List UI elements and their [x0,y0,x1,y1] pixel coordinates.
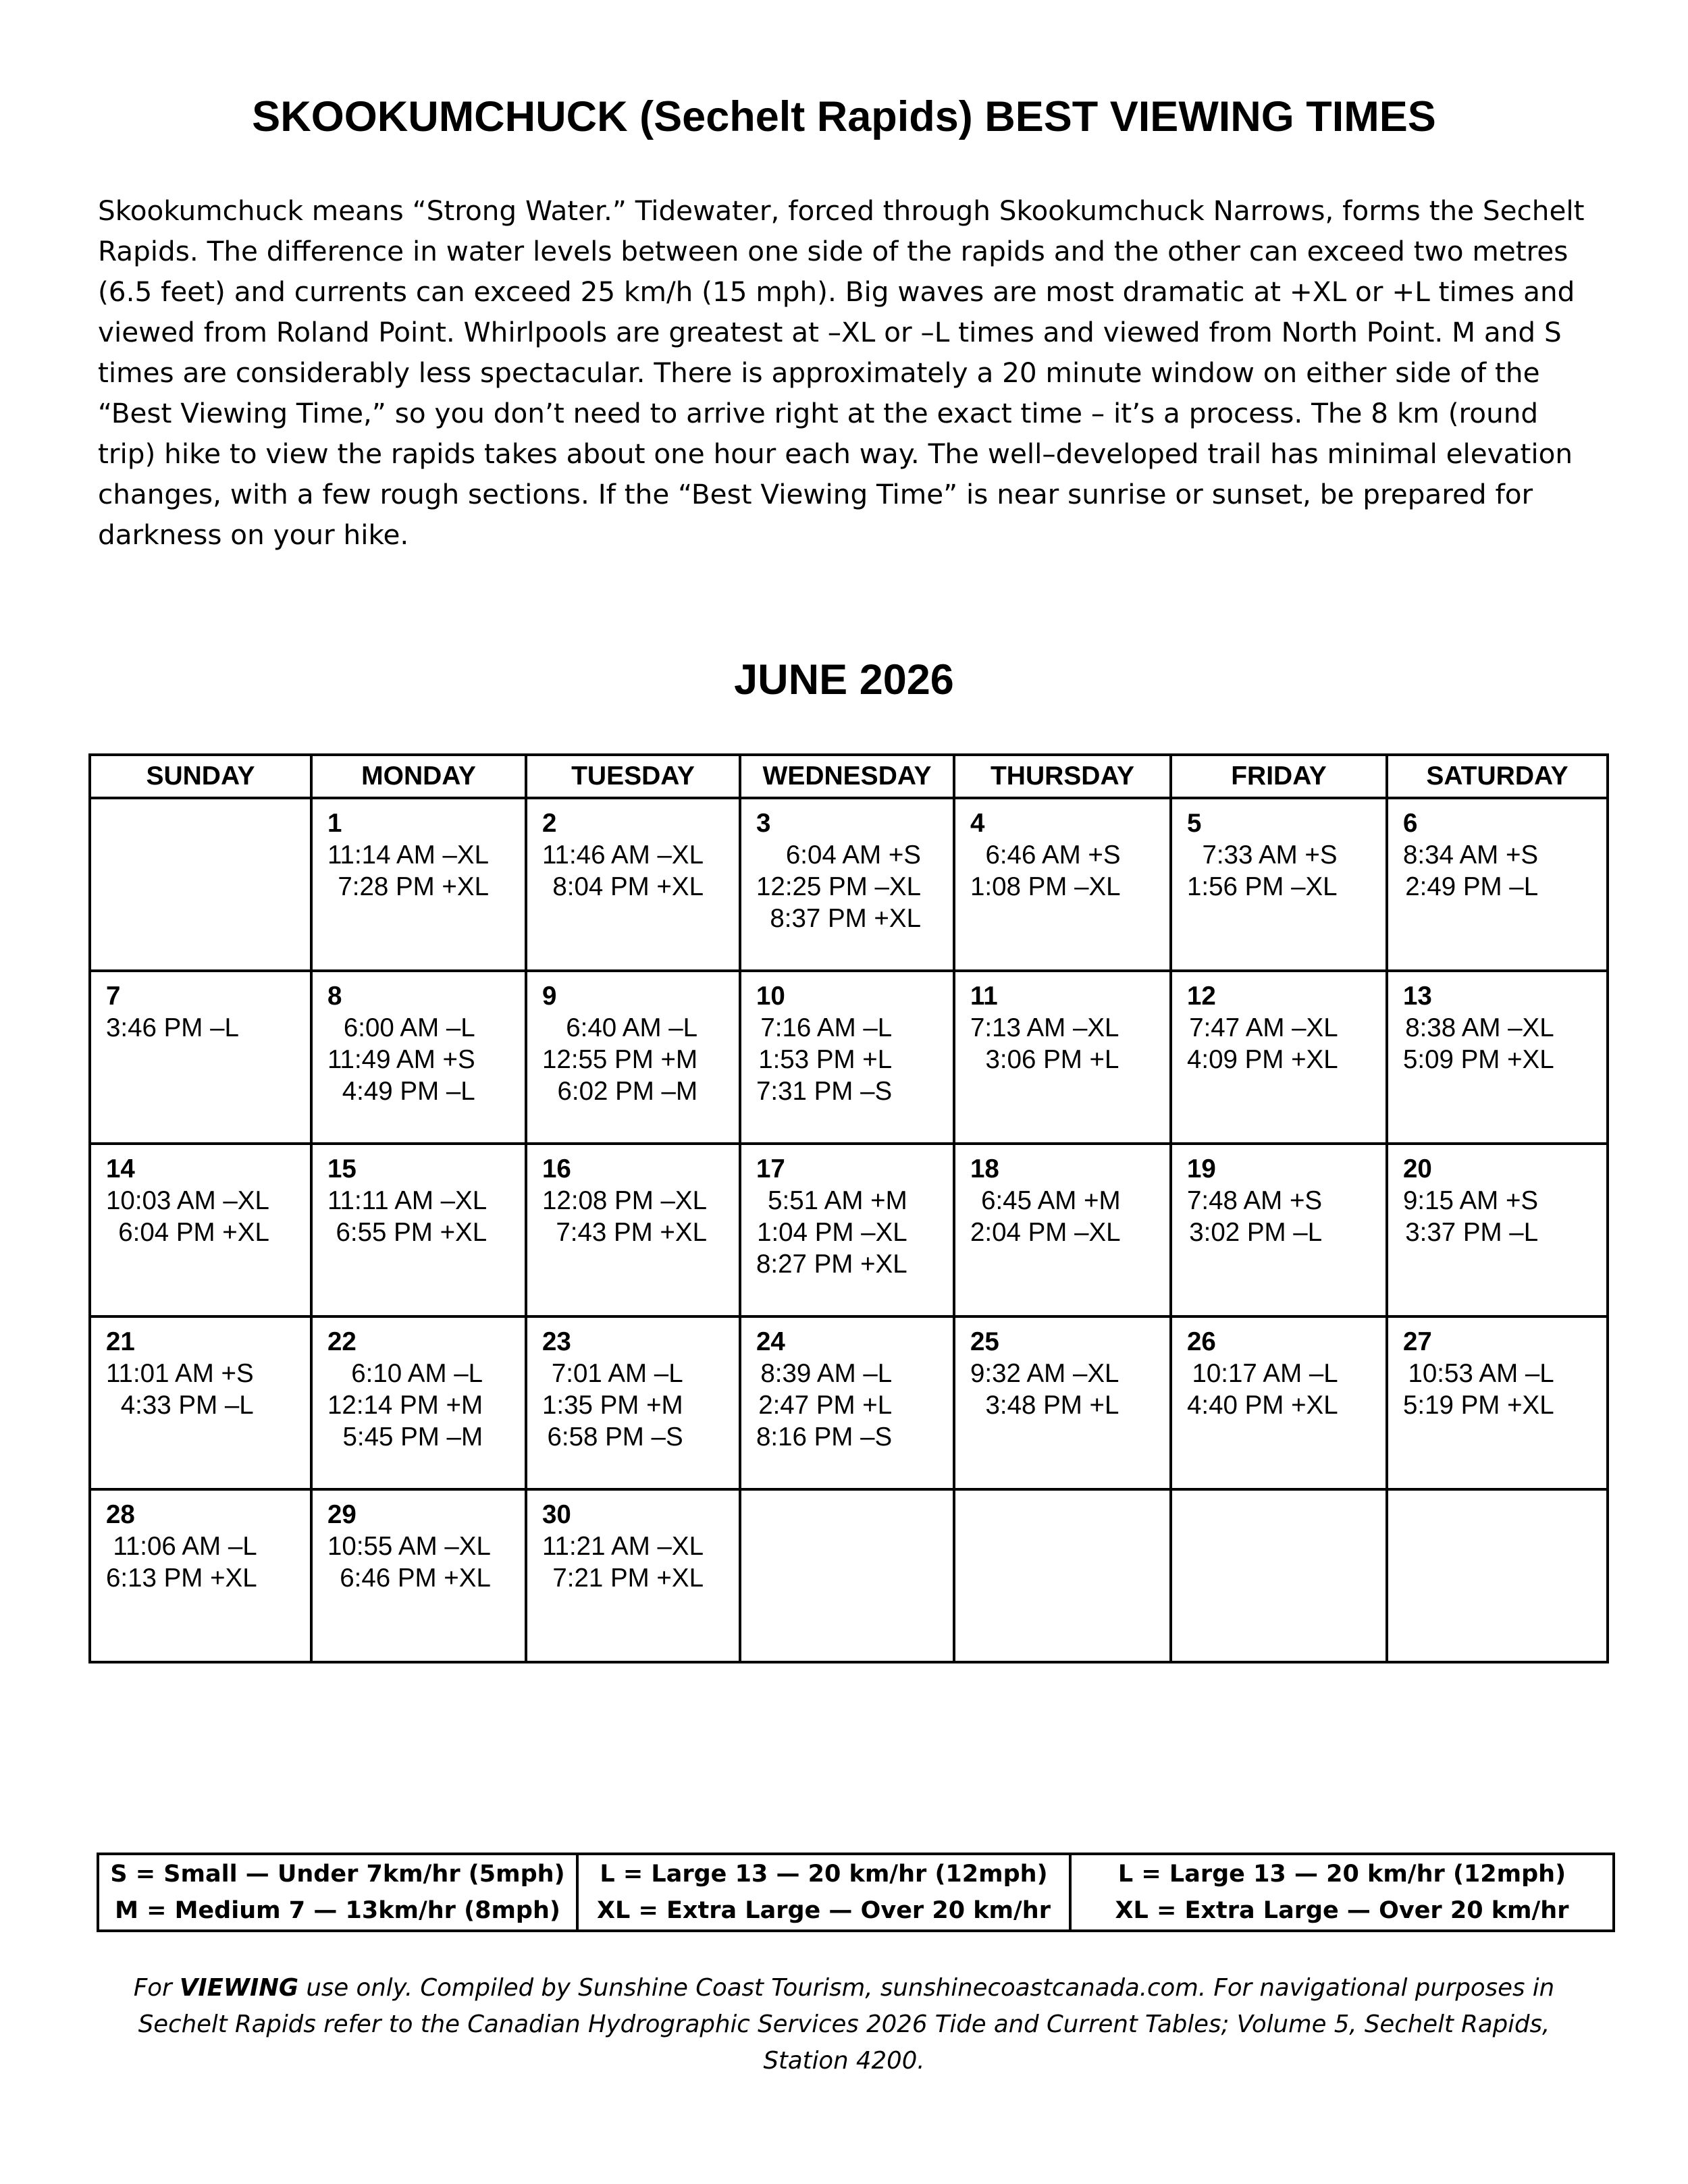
viewing-time: 11:11 AM –XL [327,1186,487,1215]
viewing-times [756,1012,892,1107]
weekday-header: SUNDAY [90,755,311,798]
day-number: 3 [756,809,771,838]
day-number: 26 [1187,1327,1216,1356]
viewing-times [542,1358,683,1453]
legend-medium: M = Medium 7 — 13km/hr (8mph) [115,1897,560,1924]
calendar-week-row [90,1144,1608,1316]
viewing-time: 6:13 PM +XL [106,1564,257,1593]
day-number: 16 [542,1154,571,1183]
viewing-time: 7:47 AM –XL [1189,1013,1338,1042]
day-number: 13 [1403,982,1432,1011]
viewing-time: 6:45 AM +M [981,1186,1121,1215]
viewing-time: 10:17 AM –L [1192,1359,1338,1388]
calendar-week-row [90,798,1608,971]
viewing-times [756,1358,892,1453]
day-number: 12 [1187,982,1216,1011]
day-number: 17 [756,1154,785,1183]
viewing-times [542,1185,707,1248]
viewing-time: 8:27 PM +XL [756,1250,907,1279]
calendar-day-cell [311,798,526,971]
viewing-time: 1:56 PM –XL [1187,872,1338,901]
viewing-times [1187,1358,1338,1421]
viewing-time: 7:21 PM +XL [552,1564,704,1593]
viewing-time: 11:14 AM –XL [327,841,490,870]
calendar-day-cell [740,971,954,1144]
day-number: 14 [106,1154,135,1183]
weekday-header: WEDNESDAY [740,755,954,798]
day-number: 10 [756,982,785,1011]
calendar-day-cell [954,798,1171,971]
viewing-time: 11:01 AM +S [106,1359,254,1388]
calendar-week-row [90,1489,1608,1662]
calendar-day-cell [311,1316,526,1489]
viewing-times [970,1358,1119,1421]
viewing-times [1403,839,1538,903]
calendar-day-cell [1387,971,1608,1144]
day-number: 27 [1403,1327,1432,1356]
viewing-times [106,1012,239,1044]
day-number: 1 [327,809,342,838]
viewing-time: 12:55 PM +M [542,1045,698,1074]
viewing-times [327,1530,491,1594]
viewing-time: 8:37 PM +XL [770,904,921,933]
calendar-day-cell [1171,798,1387,971]
viewing-time: 4:33 PM –L [120,1391,254,1420]
viewing-times [1187,1012,1338,1075]
viewing-time: 3:37 PM –L [1405,1218,1539,1247]
viewing-times [1187,1185,1322,1248]
day-number: 2 [542,809,557,838]
day-number: 7 [106,982,121,1011]
weekday-header: THURSDAY [954,755,1171,798]
viewing-times [542,839,704,903]
footer-post: use only. Compiled by Sunshine Coast Tourism, sunshinecoastcanada.com. For navigational purposes in Sechelt Rapids refer to the Canadian Hydrographic Services 2026 Tide and Current Tables; Volume 5, Sechelt Rapids, Station 4200. [138,1974,1555,2075]
viewing-time: 6:10 AM –L [351,1359,483,1388]
day-number: 23 [542,1327,571,1356]
calendar-day-cell [954,1144,1171,1316]
weekday-header: TUESDAY [526,755,740,798]
calendar-day-cell [90,971,311,1144]
viewing-time: 3:06 PM +L [985,1045,1119,1074]
viewing-time: 11:06 AM –L [113,1532,257,1561]
viewing-time: 7:13 AM –XL [970,1013,1119,1042]
calendar-day-cell [954,971,1171,1144]
legend-row [98,1854,1614,1931]
legend-small: S = Small — Under 7km/hr (5mph) [110,1861,565,1888]
empty-day-cell [1171,1489,1387,1662]
viewing-time: 9:15 AM +S [1403,1186,1539,1215]
viewing-times [756,839,921,934]
weekday-header: MONDAY [311,755,526,798]
weekday-header: SATURDAY [1387,755,1608,798]
viewing-time: 12:14 PM +M [327,1391,483,1420]
viewing-time: 5:45 PM –M [342,1422,483,1451]
viewing-time: 5:51 AM +M [768,1186,907,1215]
calendar-week-row [90,971,1608,1144]
viewing-time: 10:55 AM –XL [327,1532,491,1561]
viewing-time: 2:49 PM –L [1405,872,1539,901]
footer-pre: For [133,1974,180,2002]
viewing-time: 10:03 AM –XL [106,1186,269,1215]
viewing-time: 11:46 AM –XL [542,841,704,870]
month-heading: JUNE 2026 [734,656,954,703]
calendar-day-cell [311,971,526,1144]
calendar-day-cell [90,1144,311,1316]
viewing-times [542,1012,697,1107]
weekday-header: FRIDAY [1171,755,1387,798]
viewing-times [1403,1012,1554,1075]
viewing-time: 7:01 AM –L [551,1359,683,1388]
day-number: 29 [327,1500,357,1529]
viewing-time: 12:08 PM –XL [542,1186,707,1215]
viewing-time: 2:04 PM –XL [970,1218,1121,1247]
day-number: 8 [327,982,342,1011]
day-number: 22 [327,1327,357,1356]
legend-table [97,1853,1615,1932]
empty-day-cell [1387,1489,1608,1662]
calendar-day-cell [740,1316,954,1489]
viewing-time: 1:08 PM –XL [970,872,1121,901]
empty-day-cell [954,1489,1171,1662]
viewing-time: 7:33 AM +S [1202,841,1338,870]
day-number: 24 [756,1327,785,1356]
viewing-time: 6:04 AM +S [785,841,921,870]
viewing-time: 7:48 AM +S [1187,1186,1323,1215]
day-number: 19 [1187,1154,1216,1183]
viewing-time: 1:53 PM +L [758,1045,893,1074]
viewing-time: 6:00 AM –L [343,1013,475,1042]
viewing-time: 6:46 AM +S [985,841,1121,870]
viewing-times [1403,1358,1554,1421]
calendar-day-cell [740,798,954,971]
day-number: 11 [970,982,998,1011]
calendar-day-cell [1387,1144,1608,1316]
viewing-time: 1:04 PM –XL [757,1218,907,1247]
viewing-times [970,839,1121,903]
viewing-times [1403,1185,1538,1248]
calendar-day-cell [1387,798,1608,971]
empty-day-cell [740,1489,954,1662]
viewing-times [970,1185,1121,1248]
viewing-time: 6:58 PM –S [547,1422,683,1451]
day-number: 28 [106,1500,135,1529]
calendar-day-cell [526,1489,740,1662]
day-number: 15 [327,1154,357,1183]
viewing-time: 6:04 PM +XL [118,1218,269,1247]
footer-emphasis: VIEWING [179,1974,299,2002]
calendar-week-row [90,1316,1608,1489]
viewing-time: 3:02 PM –L [1189,1218,1323,1247]
calendar-day-cell [526,1316,740,1489]
day-number: 21 [106,1327,135,1356]
legend-extra-large: XL = Extra Large — Over 20 km/hr [597,1897,1051,1924]
viewing-time: 4:40 PM +XL [1187,1391,1338,1420]
calendar-day-cell [526,971,740,1144]
day-number: 25 [970,1327,999,1356]
calendar-day-cell [526,1144,740,1316]
calendar-day-cell [311,1144,526,1316]
viewing-time: 8:38 AM –XL [1405,1013,1554,1042]
viewing-times [970,1012,1119,1075]
footer-note [101,1970,1587,2079]
calendar-day-cell [1171,1144,1387,1316]
legend-cell [1070,1854,1614,1931]
calendar-day-cell [526,798,740,971]
legend-large: L = Large 13 — 20 km/hr (12mph) [600,1861,1048,1888]
viewing-time: 6:40 AM –L [566,1013,698,1042]
viewing-time: 2:47 PM +L [758,1391,893,1420]
calendar-day-cell [954,1316,1171,1489]
viewing-time: 3:48 PM +L [985,1391,1119,1420]
calendar-day-cell [1171,971,1387,1144]
viewing-times [106,1185,269,1248]
day-number: 5 [1187,809,1202,838]
legend-cell [577,1854,1070,1931]
viewing-time: 8:04 PM +XL [552,872,704,901]
legend-extra-large: XL = Extra Large — Over 20 km/hr [1115,1897,1569,1924]
calendar-day-cell [311,1489,526,1662]
calendar-table [88,753,1609,1663]
viewing-times [1187,839,1338,903]
viewing-time: 1:35 PM +M [542,1391,683,1420]
calendar-day-cell [90,1489,311,1662]
viewing-time: 8:34 AM +S [1403,841,1539,870]
legend-large: L = Large 13 — 20 km/hr (12mph) [1117,1861,1566,1888]
viewing-time: 3:46 PM –L [106,1013,239,1042]
viewing-time: 8:39 AM –L [760,1359,893,1388]
viewing-time: 6:02 PM –M [557,1077,698,1106]
viewing-times [106,1358,254,1421]
viewing-time: 7:28 PM +XL [338,872,490,901]
day-number: 9 [542,982,557,1011]
page-title: SKOOKUMCHUCK (Sechelt Rapids) BEST VIEWING TIMES [252,93,1436,140]
viewing-time: 11:49 AM +S [327,1045,475,1074]
viewing-time: 7:16 AM –L [760,1013,893,1042]
intro-paragraph: Skookumchuck means “Strong Water.” Tidewater, forced through Skookumchuck Narrows, forms the Sechelt Rapids. The difference in water levels between one side of the rapids and the other can exceed two metres (6.5 feet) and currents can exceed 25 km/h (15 mph). Big waves are most dramatic at +XL or +L times and viewed from Roland Point. Whirlpools are greatest at –XL or –L times and viewed from North Point. M and S times are considerably less spectacular. There is approximately a 20 minute window on either side of the “Best Viewing Time,” so you don’t need to arrive right at the exact time – it’s a process. The 8 km (round trip) hike to view the rapids takes about one hour each way. The well–developed trail has minimal elevation changes, with a few rough sections. If the “Best Viewing Time” is near sunrise or sunset, be prepared for darkness on your hike. [98,194,1585,551]
viewing-time: 7:43 PM +XL [556,1218,707,1247]
viewing-times [327,1358,483,1453]
viewing-times [327,1185,487,1248]
empty-day-cell [90,798,311,971]
day-number: 18 [970,1154,999,1183]
calendar-day-cell [90,1316,311,1489]
viewing-time: 7:31 PM –S [756,1077,893,1106]
viewing-time: 8:16 PM –S [756,1422,893,1451]
viewing-times [756,1185,907,1280]
viewing-times [542,1530,704,1594]
calendar-day-cell [1387,1316,1608,1489]
viewing-times [327,839,489,903]
viewing-time: 12:25 PM –XL [756,872,921,901]
viewing-time: 4:49 PM –L [342,1077,475,1106]
calendar-day-cell [1171,1316,1387,1489]
viewing-time: 11:21 AM –XL [542,1532,704,1561]
day-number: 4 [970,809,985,838]
viewing-time: 5:19 PM +XL [1403,1391,1554,1420]
viewing-time: 6:46 PM +XL [340,1564,491,1593]
viewing-time: 5:09 PM +XL [1403,1045,1554,1074]
viewing-time: 6:55 PM +XL [336,1218,487,1247]
viewing-time: 4:09 PM +XL [1187,1045,1338,1074]
day-number: 30 [542,1500,571,1529]
viewing-times [106,1530,257,1594]
legend-cell [98,1854,577,1931]
day-number: 6 [1403,809,1418,838]
day-number: 20 [1403,1154,1432,1183]
calendar-day-cell [740,1144,954,1316]
viewing-times [327,1012,475,1107]
viewing-time: 9:32 AM –XL [970,1359,1119,1388]
weekday-header-row [90,755,1608,798]
viewing-time: 10:53 AM –L [1408,1359,1554,1388]
